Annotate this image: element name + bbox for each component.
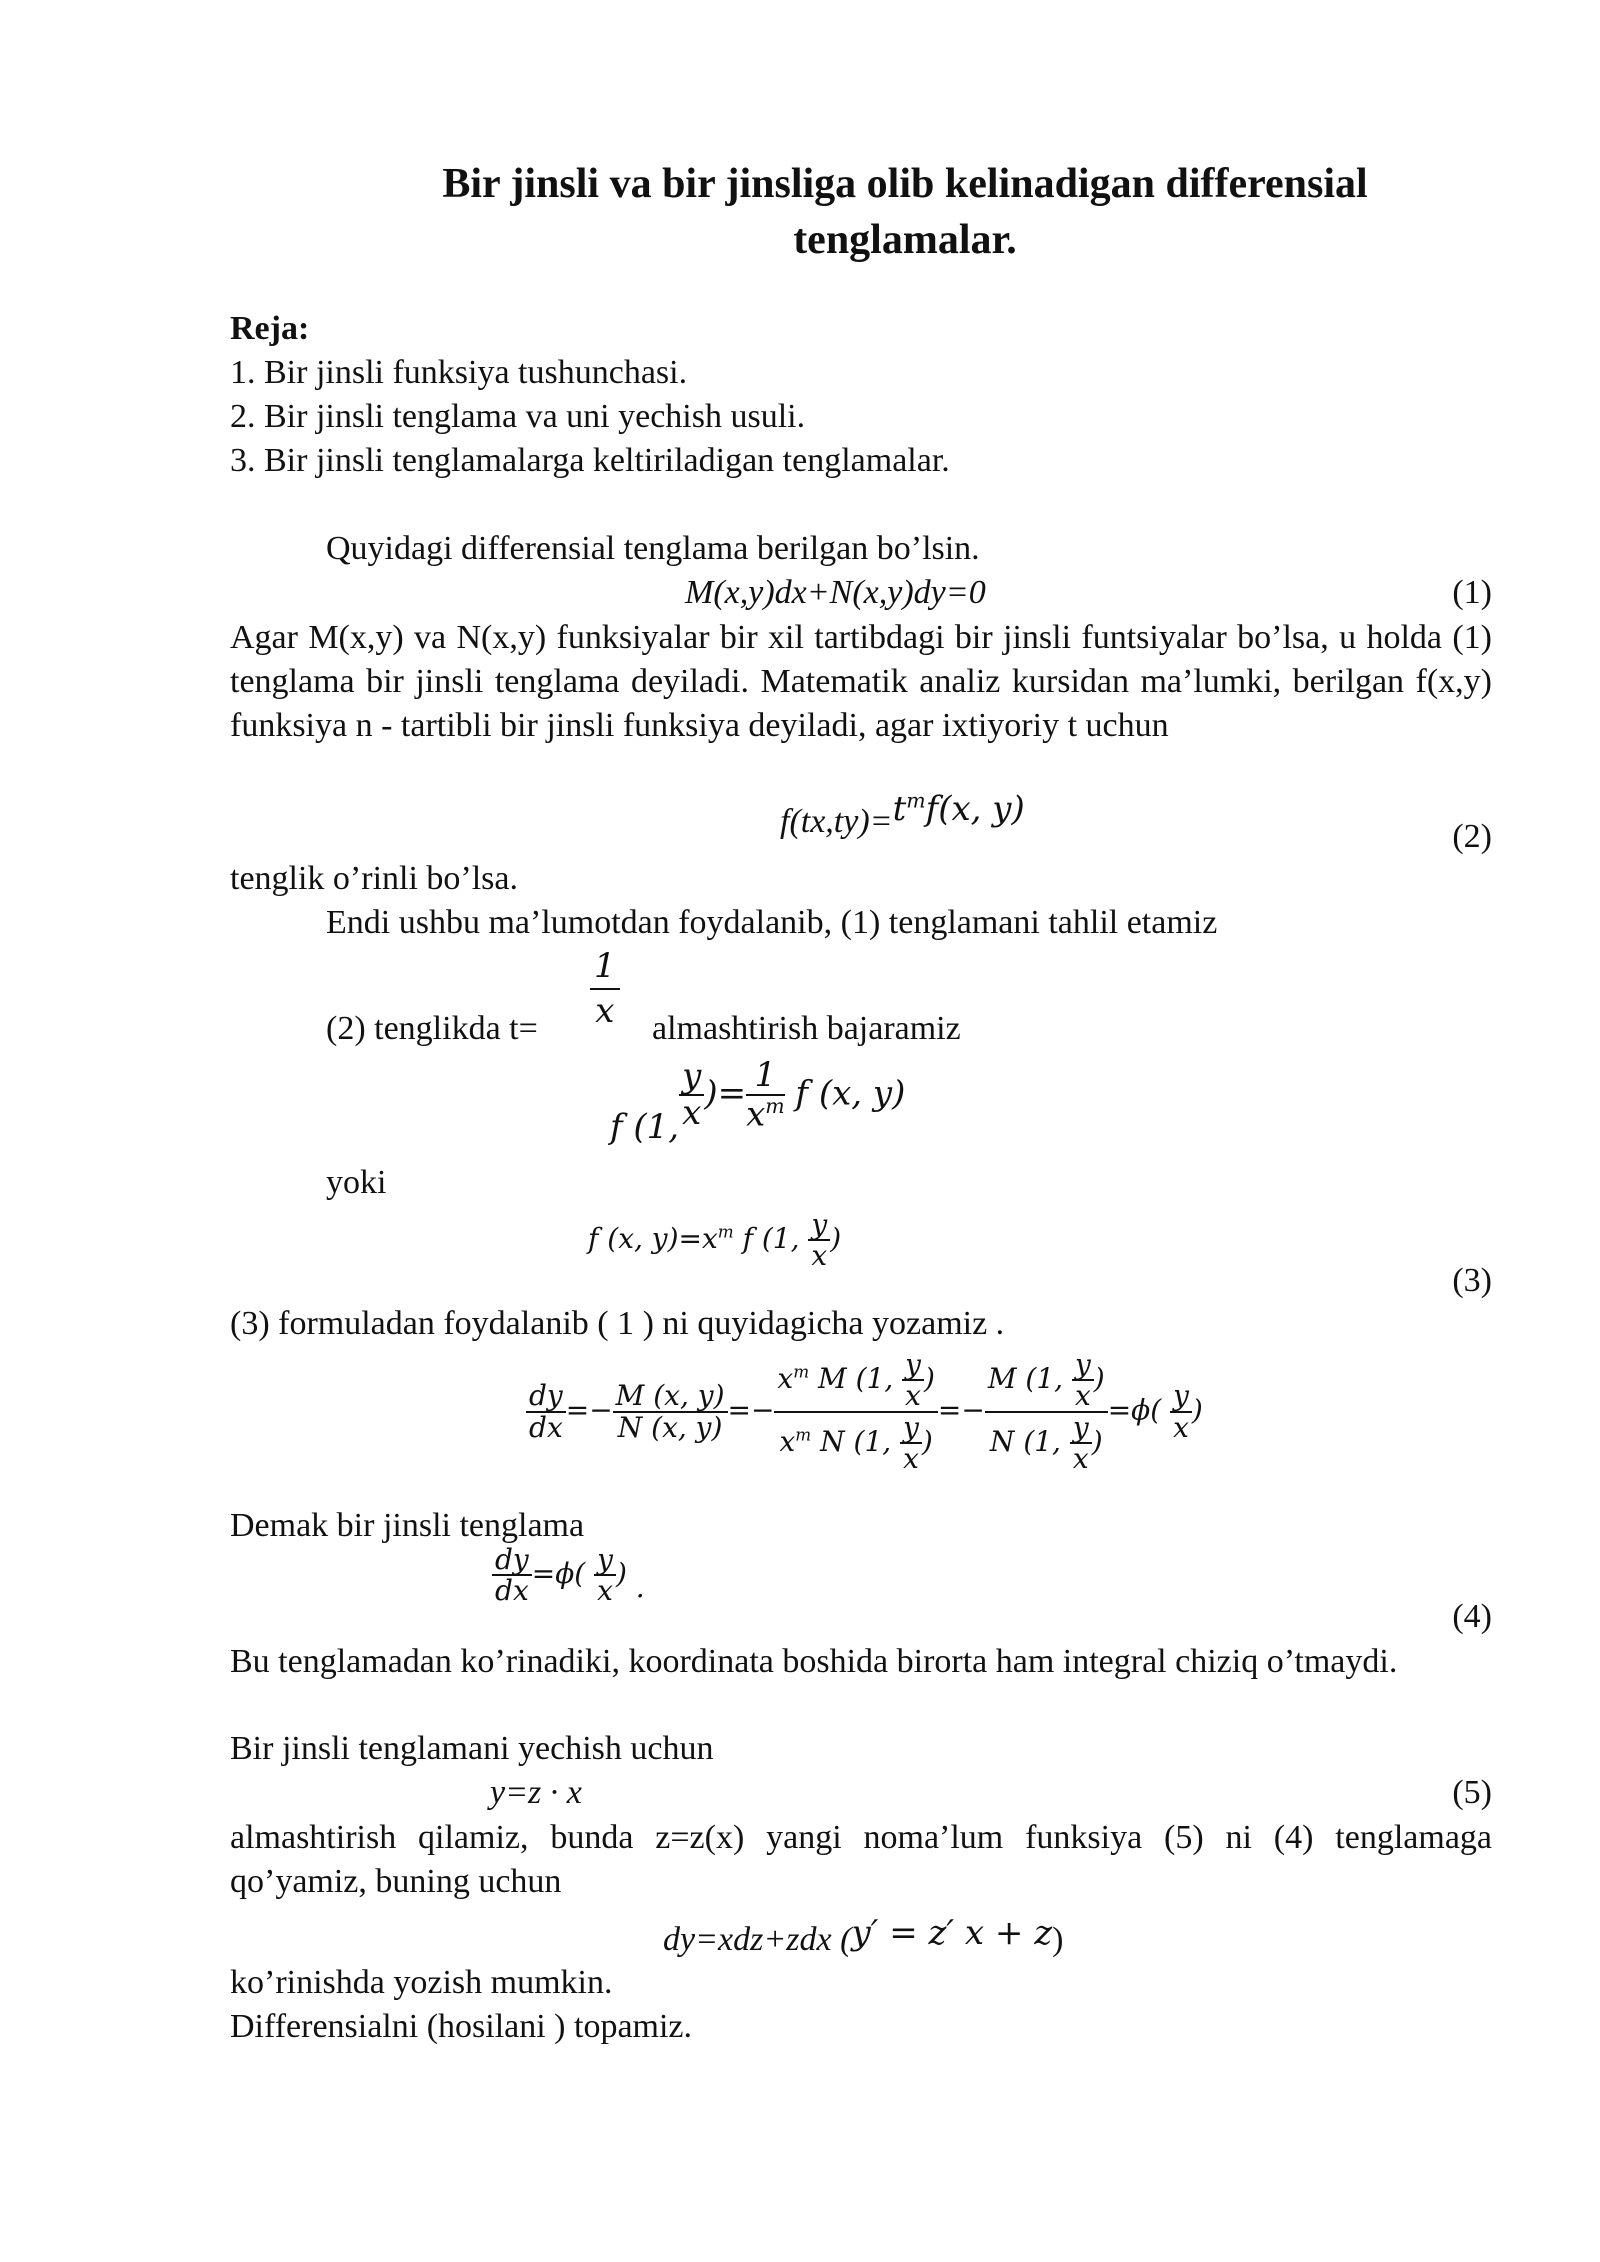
equation-4-number: (4) bbox=[1452, 1598, 1492, 1635]
equation-2-power: $t^m$ bbox=[892, 788, 926, 829]
page-title-line2: tenglamalar. bbox=[793, 217, 1017, 263]
equation-5-number: (5) bbox=[1452, 1774, 1492, 1811]
equation-2-left: f(tx,ty)= bbox=[780, 803, 893, 840]
plan-heading: Reja: bbox=[230, 310, 310, 347]
equation-3: f (x, $y)=x^m$ f (1, $\frac{y}{x}$ ) bbox=[588, 1208, 842, 1273]
paragraph-definition: Agar M(x,y) va N(x,y) funksiyalar bir xil tartibdagi bir jinsli funtsiyalar bo’lsa, u holda (1) tenglama bir jinsli tenglama deyiladi. Matematik analiz kursidan ma’lumki, berilgan f(x,y) funksiya n - tartibli bir jinsli funksiya deyiladi, agar ixtiyoriy t uchun bbox=[230, 619, 1492, 744]
paragraph-equality: tenglik o’rinli bo’lsa. bbox=[230, 860, 519, 897]
plan-item-1: 1. Bir jinsli funksiya tushunchasi. bbox=[230, 354, 688, 391]
plan-item-2: 2. Bir jinsli tenglama va uni yechish usuli. bbox=[230, 398, 806, 435]
paragraph-intro: Quyidagi differensial tenglama berilgan bo’lsin. bbox=[326, 530, 980, 567]
equation-1-number: (1) bbox=[1452, 574, 1492, 611]
equation-6-close: ) bbox=[1052, 1921, 1064, 1958]
paragraph-homogeneous: Demak bir jinsli tenglama bbox=[230, 1507, 585, 1544]
equation-6-derivative: y′ = z′ x + z bbox=[851, 1913, 1053, 1953]
equation-5: y=z · x bbox=[490, 1774, 582, 1811]
equation-4: $\frac{dy}{dx}$ =ϕ( $\frac{y}{x}$ ) . bbox=[492, 1545, 645, 1606]
paragraph-substitution-a: (2) tenglikda t= bbox=[326, 1010, 538, 1047]
page-title-line1: Bir jinsli va bir jinsliga olib kelinadigan differensial bbox=[442, 161, 1368, 207]
paragraph-or: yoki bbox=[326, 1164, 387, 1201]
fraction-one-over-x: 1 x bbox=[590, 945, 620, 1032]
equation-2 bbox=[780, 788, 1025, 844]
paragraph-differential: Differensialni (hosilani ) topamiz. bbox=[230, 2008, 693, 2045]
paragraph-form: ko’rinishda yozish mumkin. bbox=[230, 1964, 613, 2001]
equation-1: M(x,y)dx+N(x,y)dy=0 bbox=[685, 574, 986, 611]
equation-2-number: (2) bbox=[1452, 818, 1492, 855]
equation-6 bbox=[663, 1913, 1064, 1962]
paragraph-solving: Bir jinsli tenglamani yechish uchun bbox=[230, 1730, 714, 1767]
equation-derivation: $\frac{dy}{dx}$ =− $\frac{M (x, y)}{N (x, y)}$ =− $x^m$ M (1, $\frac{y}{x}$ ) $x^m$ N (1, $\frac{y}{x}$ ) =− M (1, $\frac{y}{x}$ ) N (1, $\frac{y}{x}$ ) =ϕ( $\frac{y}{x}$ ) bbox=[526, 1350, 1203, 1474]
paragraph-substitution-b: almashtirish bajaramiz bbox=[652, 1010, 961, 1047]
equation-2-right: f(x, y) bbox=[925, 789, 1025, 829]
paragraph-origin: Bu tenglamadan ko’rinadiki, koordinata boshida birorta ham integral chiziq o’tmaydi. bbox=[230, 1643, 1398, 1680]
paragraph-analysis: Endi ushbu ma’lumotdan foydalanib, (1) tenglamani tahlil etamiz bbox=[326, 904, 1218, 941]
equation-3-number: (3) bbox=[1452, 1262, 1492, 1299]
equation-6-left: dy=xdz+zdx ( bbox=[663, 1921, 852, 1958]
paragraph-substitute: almashtirish qilamiz, bunda z=z(x) yangi noma’lum funksiya (5) ni (4) tenglamaga qo’yamiz, buning uchun bbox=[230, 1819, 1492, 1900]
paragraph-rewrite: (3) formuladan foydalanib ( 1 ) ni quyidagicha yozamiz . bbox=[230, 1305, 1005, 1342]
plan-item-3: 3. Bir jinsli tenglamalarga keltiriladigan tenglamalar. bbox=[230, 442, 950, 479]
equation-substituted: f (1, $\frac{y}{x}$ )= $\frac{1}{x^m}$ f (x, y) bbox=[610, 1055, 906, 1148]
